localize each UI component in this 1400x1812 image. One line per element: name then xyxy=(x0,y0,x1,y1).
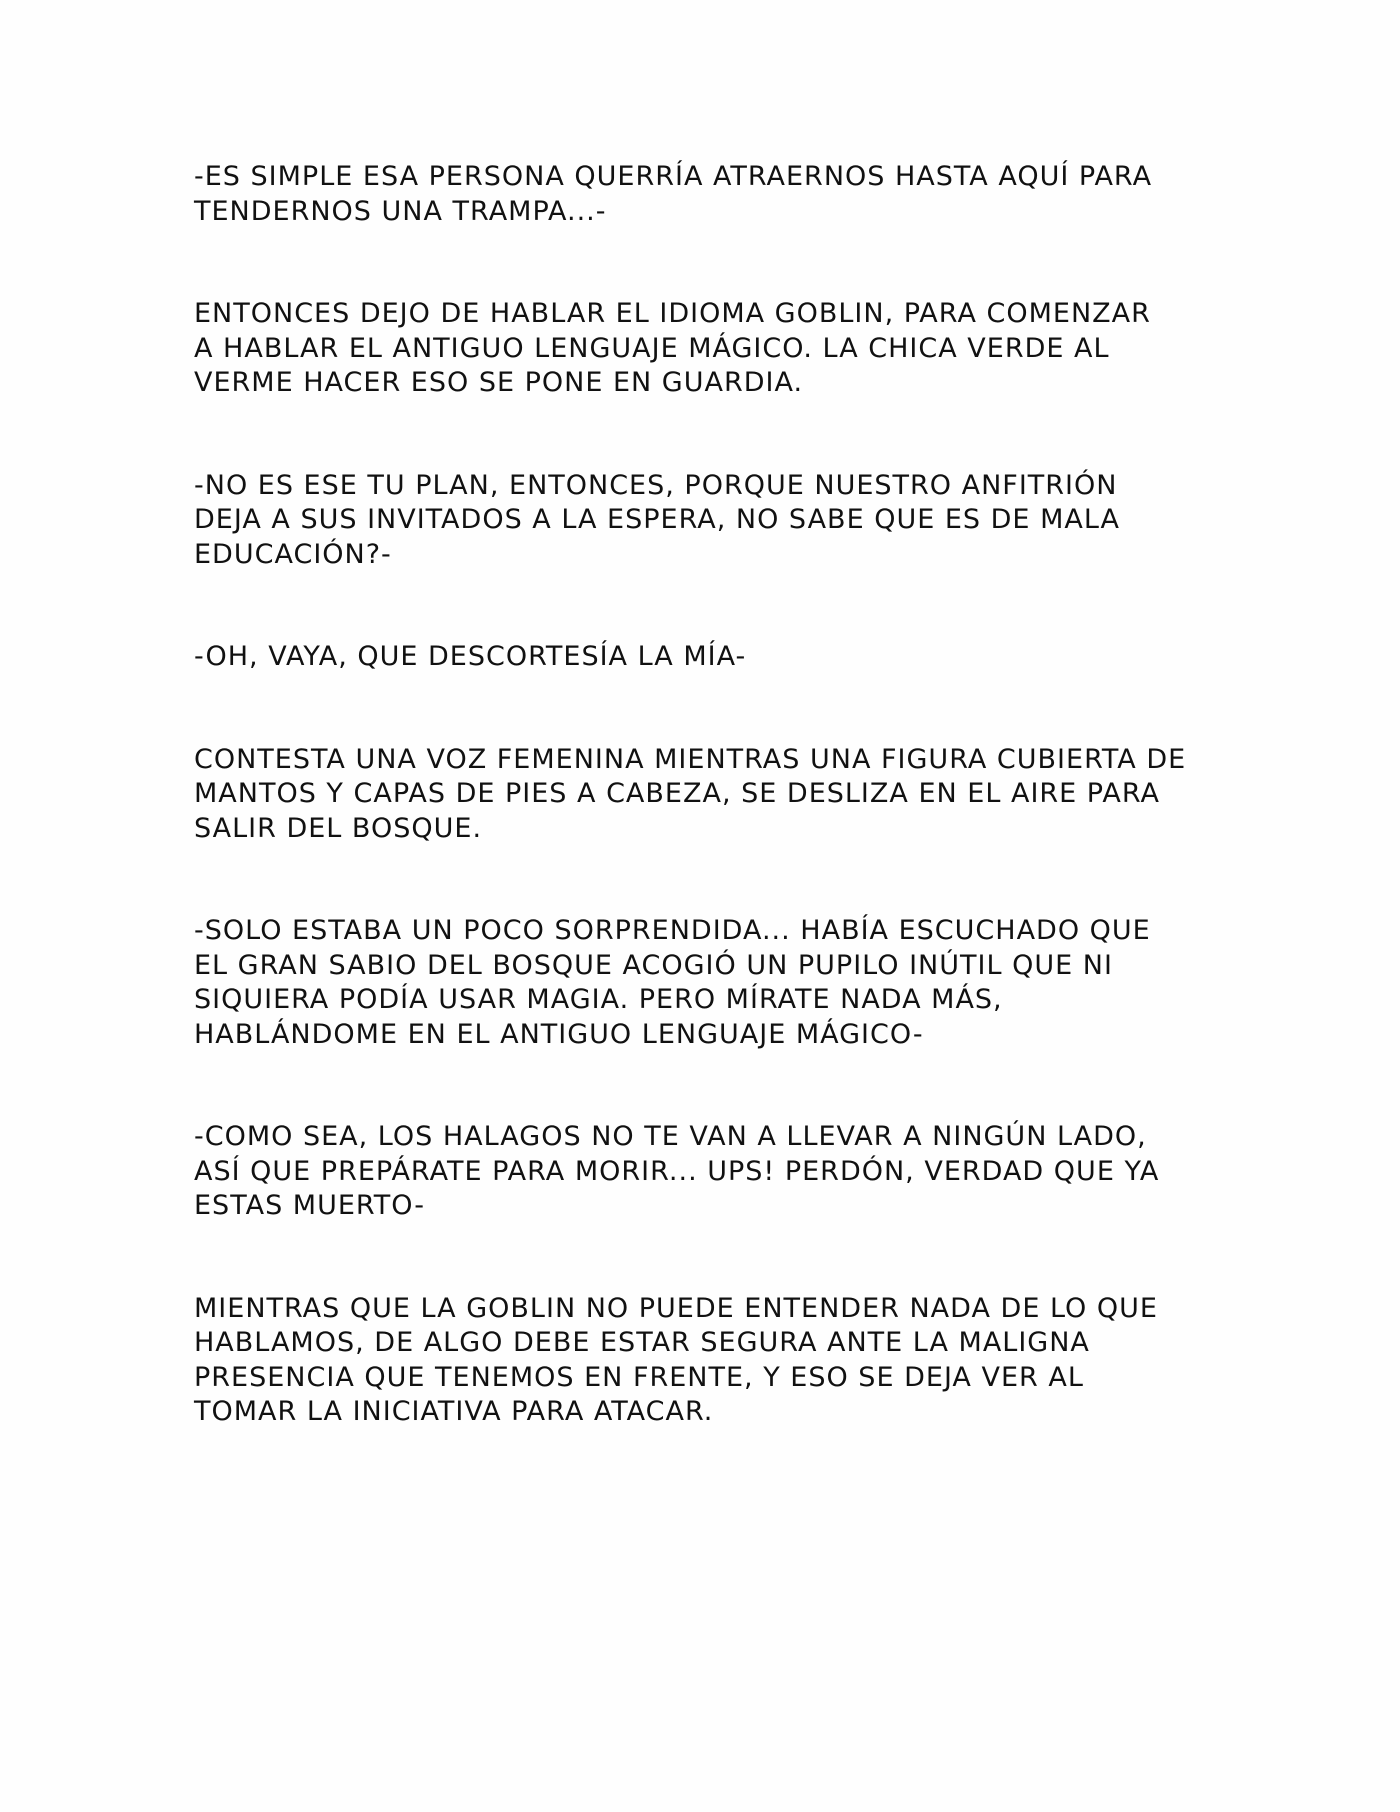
paragraph-spacer xyxy=(194,846,1214,914)
text-column xyxy=(194,160,1214,1430)
paragraph-4: -OH, VAYA, QUE DESCORTESÍA LA MÍA- xyxy=(194,641,747,672)
paragraph-spacer xyxy=(194,229,1214,297)
paragraph-spacer xyxy=(194,1052,1214,1120)
paragraph-6: -SOLO ESTABA UN POCO SORPRENDIDA... HABÍA ESCUCHADO QUE EL GRAN SABIO DEL BOSQUE ACOGIÓ UN PUPILO INÚTIL QUE NI SIQUIERA PODÍA USAR MAGIA. PERO MÍRATE NADA MÁS, HABLÁNDOME EN EL ANTIGUO LENGUAJE MÁGICO- xyxy=(194,915,1151,1050)
paragraph-spacer xyxy=(194,401,1214,469)
paragraph-spacer xyxy=(194,675,1214,743)
paragraph-7: -COMO SEA, LOS HALAGOS NO TE VAN A LLEVAR A NINGÚN LADO, ASÍ QUE PREPÁRATE PARA MORIR... UPS! PERDÓN, VERDAD QUE YA ESTAS MUERTO- xyxy=(194,1121,1160,1221)
paragraph-1: -ES SIMPLE ESA PERSONA QUERRÍA ATRAERNOS HASTA AQUÍ PARA TENDERNOS UNA TRAMPA...- xyxy=(194,161,1153,227)
paragraph-2: ENTONCES DEJO DE HABLAR EL IDIOMA GOBLIN, PARA COMENZAR A HABLAR EL ANTIGUO LENGUAJE MÁGICO. LA CHICA VERDE AL VERME HACER ESO SE PONE EN GUARDIA. xyxy=(194,298,1151,398)
paragraph-3: -NO ES ESE TU PLAN, ENTONCES, PORQUE NUESTRO ANFITRIÓN DEJA A SUS INVITADOS A LA ESPERA, NO SABE QUE ES DE MALA EDUCACIÓN?- xyxy=(194,469,1120,570)
paragraph-spacer xyxy=(194,1224,1214,1292)
paragraph-8: MIENTRAS QUE LA GOBLIN NO PUEDE ENTENDER NADA DE LO QUE HABLAMOS, DE ALGO DEBE ESTAR SEGURA ANTE LA MALIGNA PRESENCIA QUE TENEMOS EN FRENTE, Y ESO SE DEJA VER AL TOMAR LA INICIATIVA PARA ATACAR. xyxy=(194,1292,1158,1427)
paragraph-spacer xyxy=(194,572,1214,640)
paragraph-5: CONTESTA UNA VOZ FEMENINA MIENTRAS UNA FIGURA CUBIERTA DE MANTOS Y CAPAS DE PIES A CABEZA, SE DESLIZA EN EL AIRE PARA SALIR DEL BOSQUE. xyxy=(194,743,1187,844)
